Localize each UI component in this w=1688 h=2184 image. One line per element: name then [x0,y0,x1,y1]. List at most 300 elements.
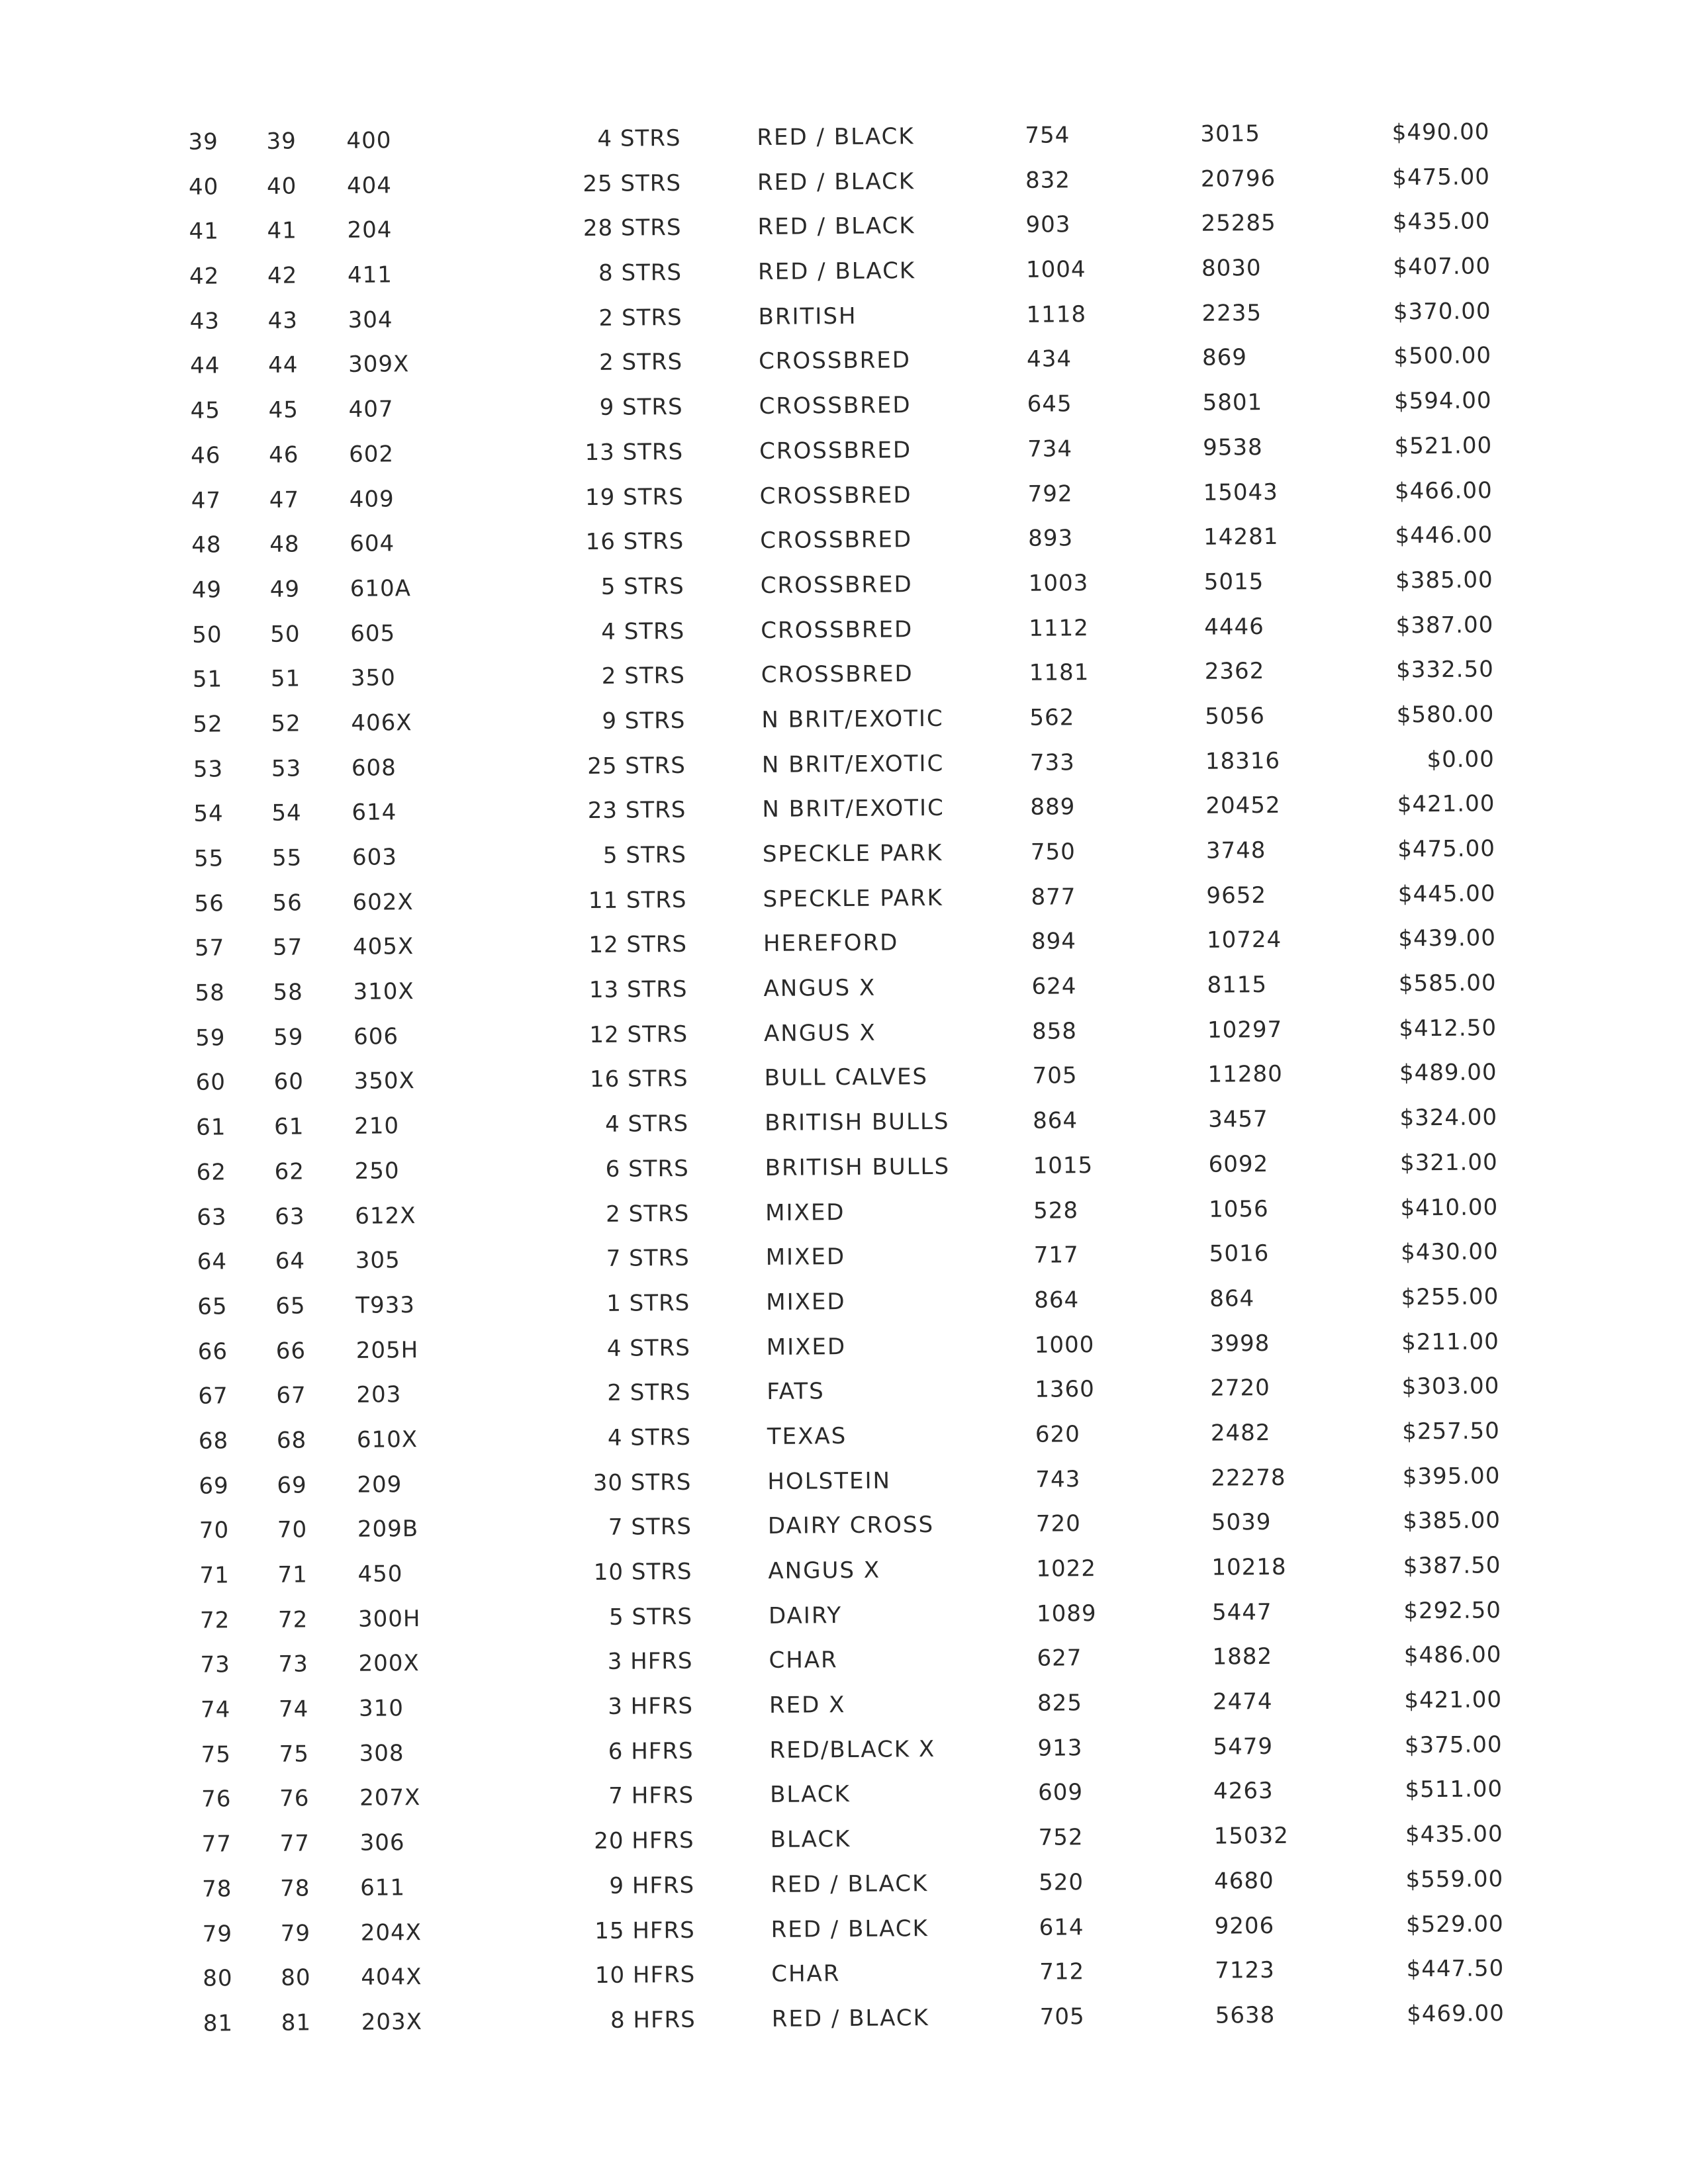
price: $410.00 [1400,1193,1499,1221]
total-weight: 4446 [1204,613,1264,641]
tag-number: 605 [350,619,396,647]
average-weight: 864 [1032,1107,1078,1134]
average-weight: 877 [1031,883,1076,911]
price: $594.00 [1393,387,1492,415]
pen-number: 65 [275,1293,306,1320]
lot-number: 49 [191,576,222,604]
price: $255.00 [1401,1283,1499,1311]
breed-description: RED / BLACK [771,1915,929,1943]
tag-number: 612X [355,1202,416,1230]
pen-number: 44 [267,351,299,379]
breed-description: BRITISH BULLS [765,1153,951,1181]
total-weight: 14281 [1203,523,1279,551]
lot-number: 81 [203,2010,234,2037]
breed-description: ANGUS X [768,1557,881,1584]
breed-description: RED/BLACK X [769,1735,936,1764]
price: $387.50 [1403,1552,1501,1580]
head-count: 7 HFRS [608,1782,694,1810]
total-weight: 25285 [1201,210,1276,238]
total-weight: 20452 [1205,792,1281,820]
head-count: 5 STRS [608,1603,693,1631]
head-count: 6 STRS [605,1155,689,1183]
price: $439.00 [1398,925,1497,952]
total-weight: 4263 [1213,1778,1274,1805]
head-count: 20 HFRS [594,1827,694,1855]
breed-description: RED / BLACK [757,167,915,196]
head-count: 6 HFRS [608,1737,694,1765]
pen-number: 71 [277,1561,308,1588]
head-count: 9 HFRS [609,1872,695,1899]
pen-number: 79 [280,1919,311,1947]
tag-number: 209B [357,1516,419,1543]
head-count: 25 STRS [587,752,686,780]
tag-number: 203X [361,2008,423,2036]
total-weight: 15043 [1203,478,1279,506]
average-weight: 893 [1028,525,1074,552]
price: $585.00 [1398,970,1497,997]
lot-number: 60 [195,1069,226,1097]
average-weight: 705 [1032,1062,1078,1090]
breed-description: N BRIT/EXOTIC [762,795,945,823]
total-weight: 3998 [1209,1330,1270,1357]
tag-number: 200X [358,1650,420,1678]
price: $447.50 [1406,1955,1505,1983]
average-weight: 624 [1031,973,1077,1000]
tag-number: 406X [351,709,412,737]
tag-number: 306 [359,1829,405,1856]
lot-number: 76 [201,1786,232,1813]
average-weight: 913 [1037,1734,1083,1762]
head-count: 12 STRS [589,1021,688,1048]
head-count: 1 STRS [606,1289,690,1317]
lot-number: 41 [189,218,219,246]
average-weight: 614 [1039,1913,1084,1941]
price: $475.00 [1397,835,1496,863]
average-weight: 750 [1030,839,1076,866]
average-weight: 889 [1030,794,1076,821]
head-count: 2 STRS [598,349,683,377]
tag-number: 409 [349,485,395,513]
head-count: 2 STRS [606,1200,690,1228]
lot-number: 63 [197,1203,227,1231]
average-weight: 832 [1025,166,1071,194]
pen-number: 70 [277,1516,308,1544]
lot-number: 47 [191,486,222,514]
head-count: 15 HFRS [594,1917,695,1944]
head-count: 10 STRS [593,1558,692,1586]
price: $385.00 [1403,1507,1501,1535]
breed-description: MIXED [765,1199,845,1226]
average-weight: 712 [1039,1958,1085,1985]
tag-number: 309X [348,351,410,379]
tag-number: 610A [350,575,412,602]
head-count: 4 STRS [606,1334,690,1362]
tag-number: 204X [360,1919,422,1946]
total-weight: 3457 [1207,1106,1268,1133]
pen-number: 72 [277,1606,308,1633]
lot-number: 72 [199,1607,230,1634]
pen-number: 64 [275,1248,306,1275]
breed-description: N BRIT/EXOTIC [761,750,945,778]
tag-number: 250 [354,1158,400,1185]
lot-number: 42 [189,263,220,290]
pen-number: 59 [273,1024,304,1051]
total-weight: 2235 [1201,299,1262,327]
breed-description: RED X [769,1692,846,1719]
breed-description: HOLSTEIN [767,1467,892,1495]
lot-number: 77 [201,1831,232,1858]
breed-description: BRITISH BULLS [764,1108,950,1137]
average-weight: 520 [1039,1869,1084,1896]
tag-number: 450 [357,1561,403,1588]
total-weight: 6092 [1208,1150,1269,1178]
total-weight: 2362 [1204,658,1265,685]
price: $580.00 [1396,701,1495,729]
lot-number: 70 [199,1517,230,1544]
head-count: 9 STRS [602,707,686,735]
total-weight: 5015 [1203,568,1264,596]
average-weight: 1112 [1029,614,1089,642]
breed-description: CROSSBRED [759,436,912,465]
breed-description: RED / BLACK [757,257,916,286]
pen-number: 62 [274,1158,305,1185]
total-weight: 9652 [1206,882,1267,909]
pen-number: 78 [280,1875,310,1902]
tag-number: 407 [348,396,394,423]
total-weight: 5479 [1213,1733,1274,1760]
lot-number: 40 [188,173,219,201]
total-weight: 2720 [1210,1375,1271,1402]
price: $332.50 [1396,656,1494,684]
average-weight: 609 [1037,1779,1084,1807]
average-weight: 734 [1027,435,1073,463]
pen-number: 58 [273,979,303,1006]
price: $375.00 [1404,1731,1503,1759]
tag-number: 310 [358,1695,404,1722]
total-weight: 7123 [1215,1957,1275,1984]
tag-number: 209 [357,1471,402,1498]
lot-number: 59 [195,1024,226,1052]
average-weight: 1000 [1034,1331,1095,1359]
head-count: 4 STRS [607,1424,692,1451]
tag-number: 602 [349,441,395,468]
total-weight: 8115 [1207,972,1268,999]
total-weight: 10297 [1207,1016,1283,1044]
total-weight: 3015 [1200,120,1261,148]
price: $466.00 [1394,477,1493,504]
lot-number: 66 [197,1338,228,1365]
breed-description: CROSSBRED [761,660,914,689]
tag-number: 404 [346,172,393,199]
average-weight: 1022 [1036,1555,1097,1582]
lot-number: 57 [194,934,225,962]
pen-number: 81 [281,2009,312,2036]
lot-number: 67 [198,1383,228,1410]
price: $303.00 [1401,1373,1500,1400]
breed-description: BRITISH [758,302,857,330]
tag-number: 304 [348,306,393,334]
average-weight: 858 [1031,1018,1078,1045]
pen-number: 40 [266,173,297,200]
pen-number: 61 [274,1113,305,1140]
total-weight: 5638 [1215,2001,1276,2029]
total-weight: 18316 [1205,747,1281,775]
breed-description: DAIRY [768,1602,843,1629]
breed-description: CHAR [771,1960,841,1988]
breed-description: RED / BLACK [771,1870,929,1898]
head-count: 5 STRS [600,572,684,600]
price: $385.00 [1395,567,1493,594]
tag-number: 204 [347,216,393,244]
price: $292.50 [1403,1596,1502,1625]
price: $529.00 [1405,1910,1504,1938]
pen-number: 68 [276,1427,307,1454]
total-weight: 8030 [1201,255,1262,282]
pen-number: 52 [271,710,301,737]
lot-number: 58 [195,979,226,1007]
lot-number: 56 [194,890,224,917]
breed-description: ANGUS X [763,974,876,1003]
lot-number: 80 [203,1965,233,1992]
lot-number: 69 [199,1472,229,1500]
average-weight: 627 [1037,1645,1082,1672]
total-weight: 5039 [1211,1509,1272,1536]
breed-description: HEREFORD [763,929,899,958]
head-count: 7 STRS [606,1245,690,1273]
breed-description: CROSSBRED [759,481,912,510]
head-count: 19 STRS [585,483,684,511]
lot-number: 55 [193,845,224,872]
tag-number: 207X [359,1784,421,1812]
lot-number: 65 [197,1293,228,1320]
breed-description: CHAR [769,1647,838,1674]
total-weight: 5801 [1202,389,1263,416]
price: $511.00 [1405,1776,1503,1803]
average-weight: 717 [1033,1242,1079,1269]
average-weight: 1003 [1028,569,1089,597]
head-count: 25 STRS [583,169,682,197]
average-weight: 720 [1035,1510,1081,1538]
average-weight: 894 [1031,928,1077,956]
price: $0.00 [1427,745,1495,773]
average-weight: 620 [1035,1421,1080,1448]
price: $445.00 [1397,880,1496,908]
breed-description: CROSSBRED [759,392,912,420]
total-weight: 15032 [1213,1822,1289,1850]
head-count: 3 HFRS [607,1648,693,1676]
price: $559.00 [1405,1866,1504,1893]
pen-number: 57 [272,934,303,962]
price: $435.00 [1392,208,1491,236]
lot-number: 54 [193,800,224,828]
price: $324.00 [1399,1104,1498,1132]
total-weight: 5056 [1205,702,1266,730]
head-count: 2 STRS [601,662,685,690]
average-weight: 825 [1037,1690,1083,1717]
total-weight: 2482 [1210,1419,1271,1447]
price: $387.00 [1395,611,1494,639]
head-count: 7 STRS [608,1514,692,1541]
price: $407.00 [1393,253,1491,281]
total-weight: 10218 [1211,1553,1287,1581]
pen-number: 67 [276,1382,306,1410]
price: $486.00 [1403,1641,1502,1669]
total-weight: 864 [1209,1285,1255,1312]
head-count: 28 STRS [583,214,682,242]
tag-number: 205H [355,1336,419,1364]
lot-number: 46 [191,442,221,469]
average-weight: 1118 [1026,300,1087,328]
lot-number: 48 [191,531,222,559]
average-weight: 1004 [1025,256,1086,283]
average-weight: 754 [1025,122,1070,149]
head-count: 2 STRS [607,1379,691,1407]
price: $421.00 [1404,1686,1503,1714]
tag-number: 405X [352,933,414,961]
lot-number: 68 [198,1428,229,1455]
head-count: 16 STRS [585,528,684,556]
breed-description: MIXED [766,1333,847,1361]
tag-number: 350X [353,1068,415,1095]
price: $430.00 [1400,1238,1499,1266]
pen-number: 75 [279,1741,310,1768]
average-weight: 864 [1034,1287,1080,1314]
average-weight: 733 [1029,749,1075,776]
pen-number: 63 [275,1203,305,1230]
price: $469.00 [1406,2000,1505,2028]
price: $395.00 [1402,1462,1501,1490]
average-weight: 1015 [1033,1152,1094,1179]
head-count: 16 STRS [589,1066,688,1093]
average-weight: 528 [1033,1197,1079,1224]
pen-number: 54 [271,799,302,827]
tag-number: 611 [360,1874,406,1901]
pen-number: 56 [272,889,303,917]
total-weight: 22278 [1211,1464,1286,1492]
average-weight: 1360 [1035,1376,1096,1404]
breed-description: MIXED [766,1288,846,1316]
lot-number: 73 [200,1651,230,1679]
total-weight: 1056 [1209,1195,1269,1223]
tag-number: 203 [356,1381,402,1409]
head-count: 8 HFRS [610,2006,696,2034]
head-count: 3 HFRS [608,1692,694,1720]
average-weight: 743 [1035,1465,1081,1493]
breed-description: BLACK [769,1781,851,1809]
head-count: 2 STRS [598,304,682,332]
pen-number: 53 [271,755,302,782]
price: $490.00 [1391,118,1490,146]
lot-number: 78 [202,1876,232,1903]
total-weight: 11280 [1207,1061,1283,1089]
tag-number: 608 [351,754,397,782]
lot-number: 71 [199,1562,230,1589]
tag-number: 210 [354,1113,400,1140]
lot-number: 53 [193,755,224,783]
breed-description: CROSSBRED [761,615,914,644]
total-weight: 869 [1201,344,1248,372]
breed-description: BLACK [770,1826,851,1854]
head-count: 11 STRS [588,886,687,914]
lot-number: 64 [197,1248,228,1275]
lot-number: 74 [200,1696,231,1723]
head-count: 23 STRS [587,797,686,825]
price: $370.00 [1393,298,1491,326]
pen-number: 50 [270,621,301,648]
head-count: 30 STRS [592,1469,692,1496]
pen-number: 39 [266,128,297,155]
breed-description: RED / BLACK [757,123,915,152]
average-weight: 752 [1038,1824,1084,1851]
price: $421.00 [1397,790,1495,818]
pen-number: 77 [279,1830,310,1857]
total-weight: 9206 [1214,1912,1275,1940]
total-weight: 1882 [1212,1643,1273,1671]
lot-number: 61 [196,1114,226,1141]
tag-number: 404X [361,1964,422,1991]
total-weight: 2474 [1212,1688,1273,1715]
lot-number: 50 [192,621,222,649]
price: $435.00 [1405,1821,1503,1848]
average-weight: 645 [1027,390,1072,418]
lot-number: 44 [189,352,220,380]
tag-number: 350 [350,664,396,692]
head-count: 4 STRS [601,617,685,645]
pen-number: 66 [275,1337,306,1365]
price: $521.00 [1394,432,1493,460]
head-count: 4 STRS [597,124,681,152]
lot-number: 79 [202,1920,233,1948]
head-count: 13 STRS [588,976,688,1004]
total-weight: 20796 [1200,165,1276,193]
tag-number: 606 [353,1023,399,1050]
pen-number: 46 [269,441,299,469]
lot-number: 43 [189,308,220,335]
tag-number: 610X [356,1426,418,1453]
pen-number: 55 [271,844,303,872]
lot-number: 39 [188,128,218,156]
average-weight: 1089 [1036,1600,1097,1627]
head-count: 8 STRS [598,259,682,287]
price: $412.50 [1399,1015,1497,1042]
breed-description: N BRIT/EXOTIC [761,705,944,733]
lot-number: 75 [201,1741,232,1768]
breed-description: RED / BLACK [757,212,915,241]
breed-description: SPECKLE PARK [762,839,943,868]
breed-description: CROSSBRED [760,526,913,555]
tag-number: 602X [352,888,414,916]
pen-number: 60 [273,1068,305,1096]
head-count: 13 STRS [585,438,684,466]
total-weight: 5016 [1209,1240,1270,1267]
pen-number: 69 [277,1472,307,1499]
breed-description: DAIRY CROSS [767,1512,935,1540]
pen-number: 42 [267,262,298,289]
breed-description: ANGUS X [763,1019,876,1047]
tag-number: 310X [353,978,414,1005]
price: $211.00 [1401,1328,1499,1355]
average-weight: 562 [1029,704,1075,731]
pen-number: 73 [278,1651,308,1678]
average-weight: 705 [1039,2003,1085,2030]
breed-description: SPECKLE PARK [763,884,943,913]
sale-results-table [0,111,1688,2050]
pen-number: 43 [267,307,299,334]
breed-description: BULL CALVES [764,1064,929,1092]
total-weight: 3748 [1205,837,1266,864]
total-weight: 9538 [1202,433,1263,461]
tag-number: 614 [352,799,397,827]
